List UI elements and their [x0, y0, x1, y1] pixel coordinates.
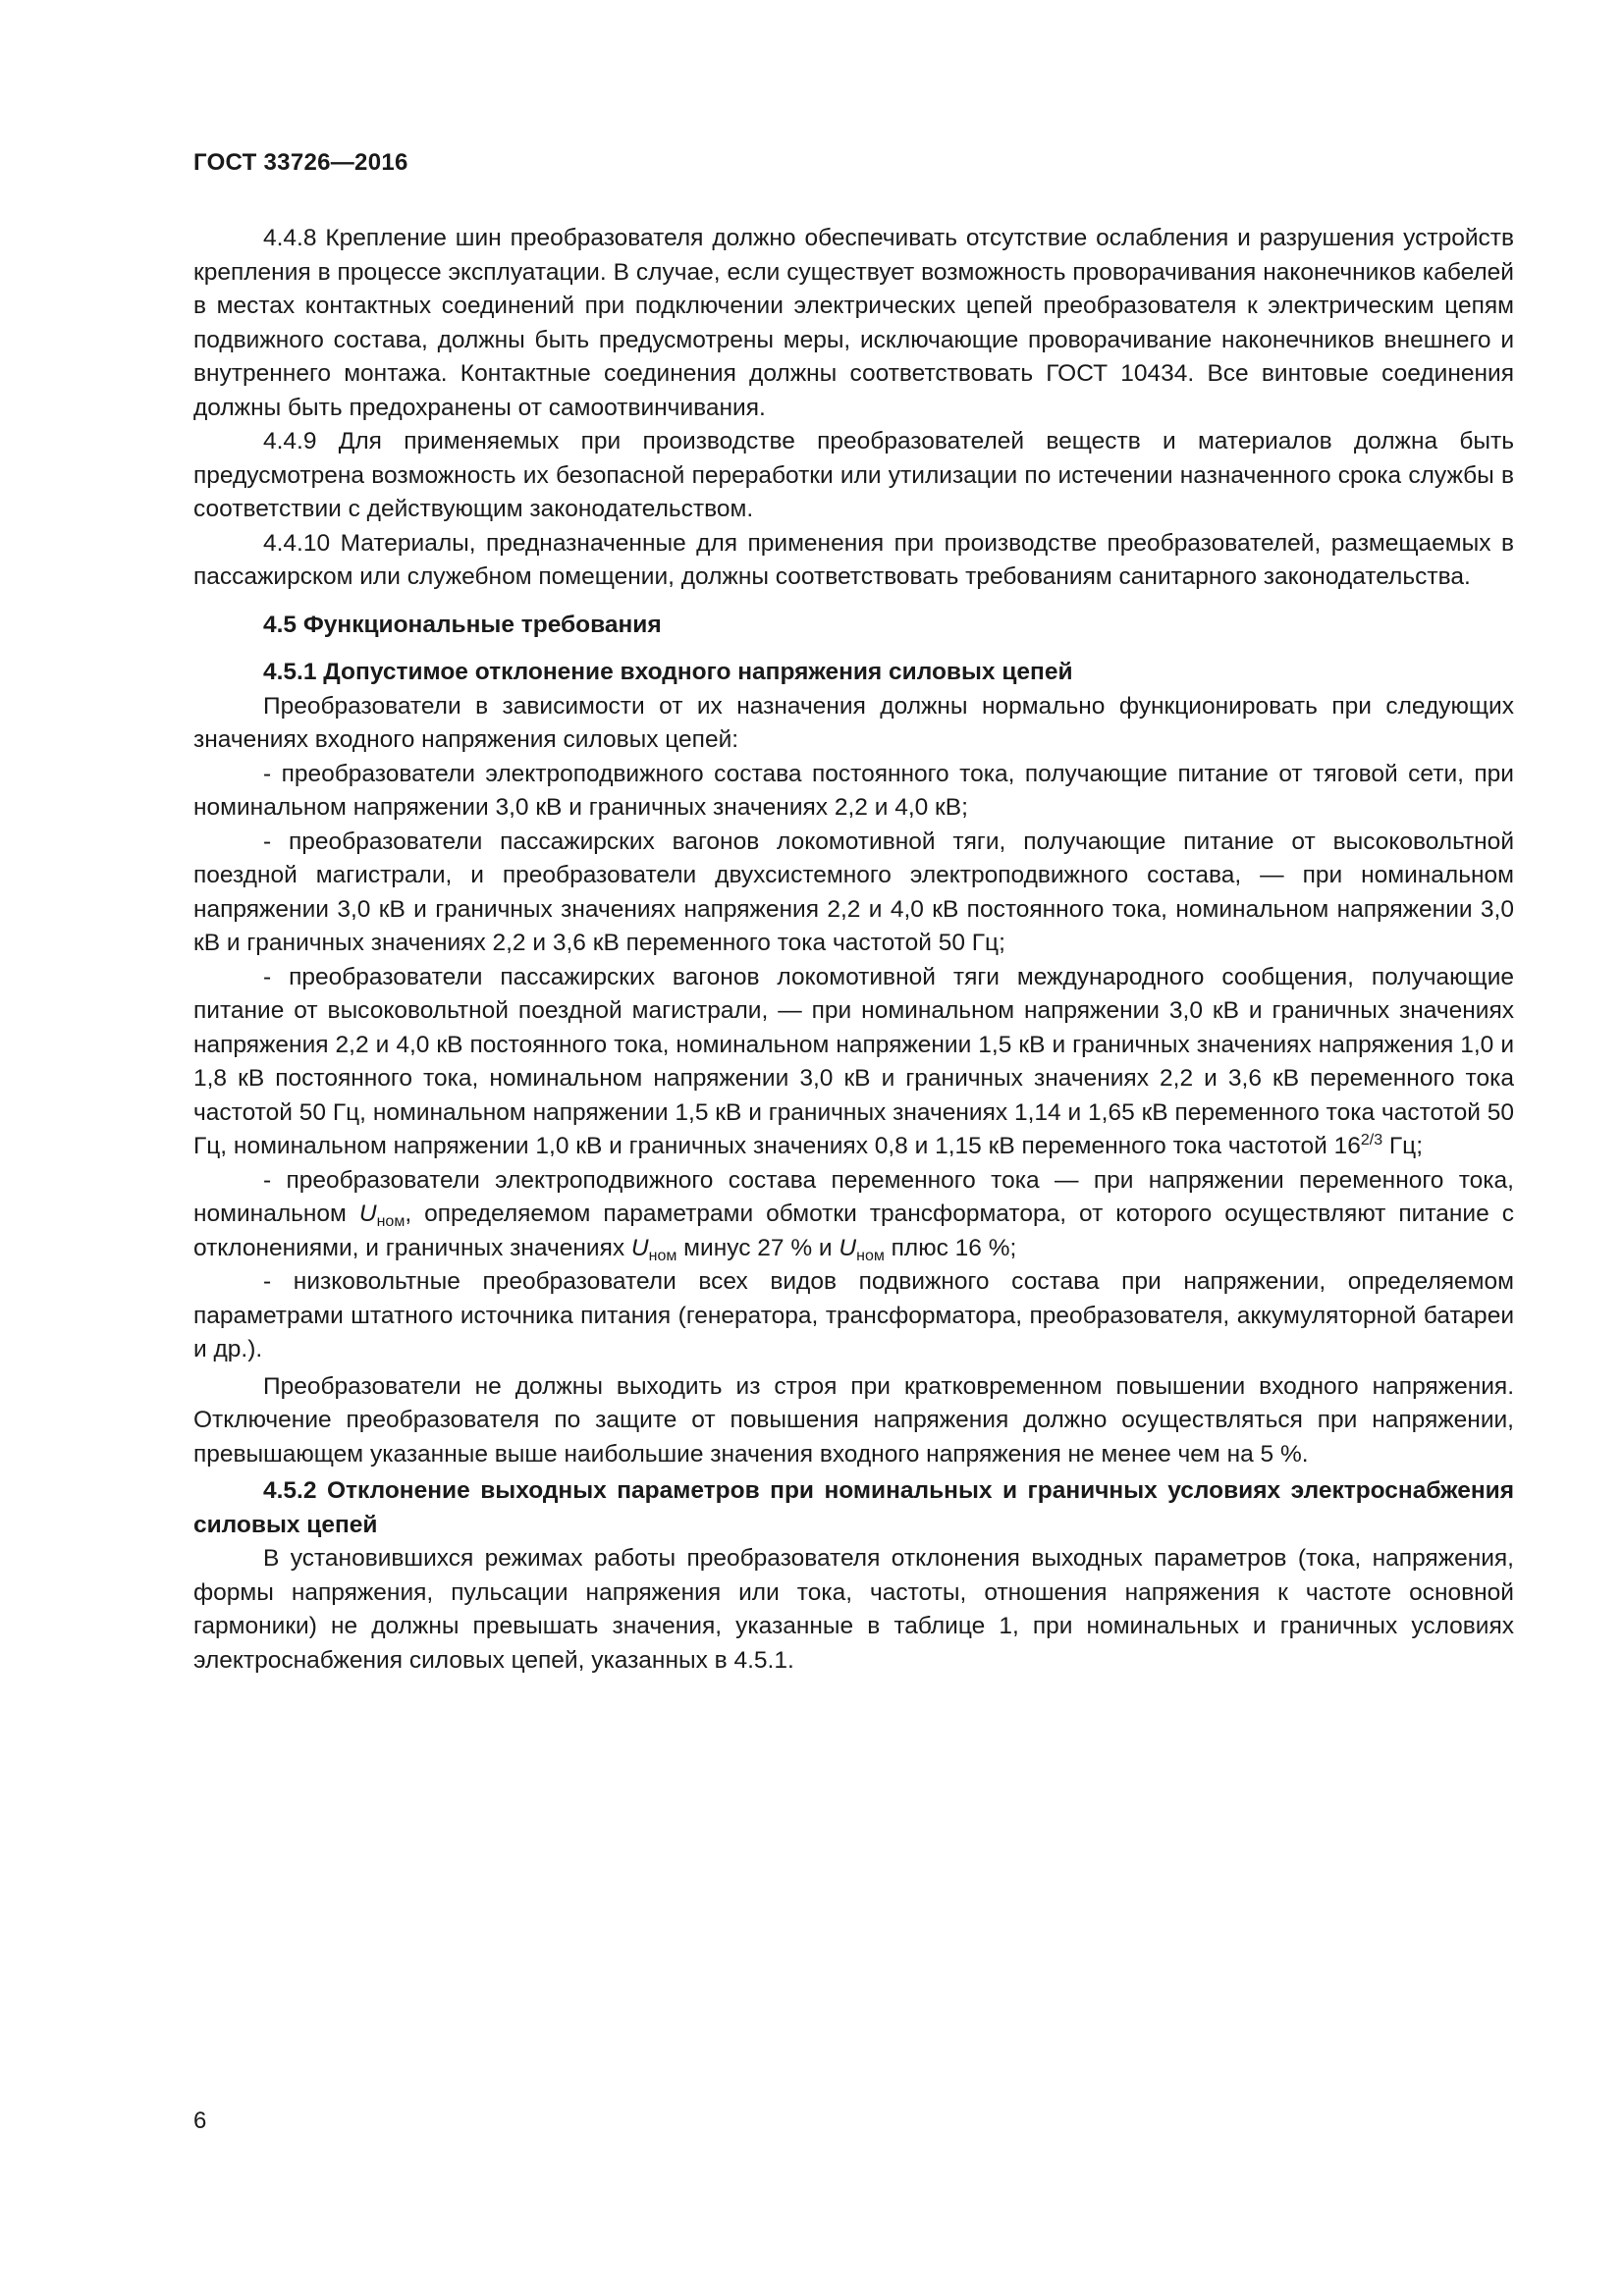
paragraph-4-4-10: 4.4.10 Материалы, предназначенные для применения при производстве преобразователей, размещаемых в пассажирском или служебном помещении, должны соответствовать требованиям санитарного законодательства.	[193, 529, 1514, 590]
item3-text-before: - преобразователи пассажирских вагонов локомотивной тяги международного сообщения, получающие питание от высоковольтной поездной магистрали, — при номинальном напряжении 3,0 кВ и граничных значениях напряжения 2,2 и 4,0 кВ постоянного тока, номинальном напряжении 1,5 кВ и граничных значениях напряжения 1,0 и 1,8 кВ постоянного тока, номинальном напряжении 3,0 кВ и граничных значениях 2,2 и 3,6 кВ переменного тока частотой 50 Гц, номинальном напряжении 1,5 кВ и граничных значениях 1,14 и 1,65 кВ переменного тока частотой 50 Гц, номинальном напряжении 1,0 кВ и граничных значениях 0,8 и 1,15 кВ переменного тока частотой 16	[193, 963, 1514, 1159]
item4-part4: плюс 16 %;	[884, 1234, 1017, 1261]
section-heading-4-5: 4.5 Функциональные требования	[263, 611, 662, 638]
u-nom-subscript: ном	[376, 1213, 406, 1230]
list-item-passenger-cars: - преобразователи пассажирских вагонов локомотивной тяги, получающие питание от высоковольтной поездной магистрали, и преобразователи двухсистемного электроподвижного состава, — при номинальном напряжении 3,0 кВ и граничных значениях напряжения 2,2 и 4,0 кВ постоянного тока, номинальном напряжении 3,0 кВ и граничных значениях 2,2 и 3,6 кВ переменного тока частотой 50 Гц;	[193, 828, 1514, 956]
paragraph-4-4-9: 4.4.9 Для применяемых при производстве преобразователей веществ и материалов должна быть предусмотрена возможность их безопасной переработки или утилизации по истечении назначенного срока службы в соответствии с действующим законодательством.	[193, 428, 1514, 522]
u-nom-variable: U	[839, 1234, 857, 1261]
item3-fraction-superscript: 2/3	[1360, 1132, 1383, 1148]
u-nom-variable: U	[630, 1234, 649, 1261]
list-item-low-voltage: - низковольтные преобразователи всех видов подвижного состава при напряжении, определяемом параметрами штатного источника питания (генератора, трансформатора, преобразователя, аккумуляторной батареи и др.).	[193, 1268, 1514, 1362]
paragraph-4-4-8: 4.4.8 Крепление шин преобразователя должно обеспечивать отсутствие ослабления и разрушения устройств крепления в процессе эксплуатации. В случае, если существует возможность проворачивания наконечников кабелей в местах контактных соединений при подключении электрических цепей преобразователя к электрическим цепям подвижного состава, должны быть предусмотрены меры, исключающие проворачивание наконечников внешнего и внутреннего монтажа. Контактные соединения должны соответствовать ГОСТ 10434. Все винтовые соединения должны быть предохранены от самоотвинчивания.	[193, 225, 1514, 421]
list-item-ac-emu	[193, 1164, 1514, 1266]
u-nom-variable: U	[358, 1201, 377, 1227]
list-item-dc-emu: - преобразователи электроподвижного состава постоянного тока, получающие питание от тяговой сети, при номинальном напряжении 3,0 кВ и граничных значениях 2,2 и 4,0 кВ;	[193, 760, 1514, 821]
document-header: ГОСТ 33726—2016	[193, 149, 408, 176]
item4-part1: - преобразователи электроподвижного состава переменного тока — при напряжении переменного тока, номинальном	[193, 1166, 1514, 1227]
u-nom-subscript: ном	[856, 1247, 885, 1264]
u-nom-subscript: ном	[648, 1247, 677, 1264]
paragraph-4-5-1-outro: Преобразователи не должны выходить из строя при кратковременном повышении входного напряжения. Отключение преобразователя по защите от повышения напряжения должно осуществляться при напряжении, превышающем указанные выше наибольшие значения входного напряжения не менее чем на 5 %.	[193, 1372, 1514, 1468]
item4-part3: минус 27 % и	[677, 1234, 839, 1261]
paragraph-4-5-1-intro: Преобразователи в зависимости от их назначения должны нормально функционировать при следующих значениях входного напряжения силовых цепей:	[193, 692, 1514, 753]
page-number: 6	[193, 2108, 207, 2134]
subsection-heading-4-5-2: 4.5.2 Отклонение выходных параметров при номинальных и граничных условиях электроснабжения силовых цепей	[193, 1477, 1514, 1538]
paragraph-4-5-2: В установившихся режимах работы преобразователя отклонения выходных параметров (тока, напряжения, формы напряжения, пульсации напряжения или тока, частоты, отношения напряжения к частоте основной гармоники) не должны превышать значения, указанные в таблице 1, при номинальных и граничных условиях электроснабжения силовых цепей, указанных в 4.5.1.	[193, 1545, 1514, 1674]
list-item-international-cars	[193, 961, 1514, 1164]
document-body	[193, 222, 1514, 1678]
item3-text-after: Гц;	[1382, 1133, 1424, 1159]
item4-part2: , определяемом параметрами обмотки трансформатора, от которого осуществляют питание с отклонениями, и граничных значениях	[193, 1201, 1514, 1261]
subsection-heading-4-5-1: 4.5.1 Допустимое отклонение входного напряжения силовых цепей	[263, 659, 1073, 685]
